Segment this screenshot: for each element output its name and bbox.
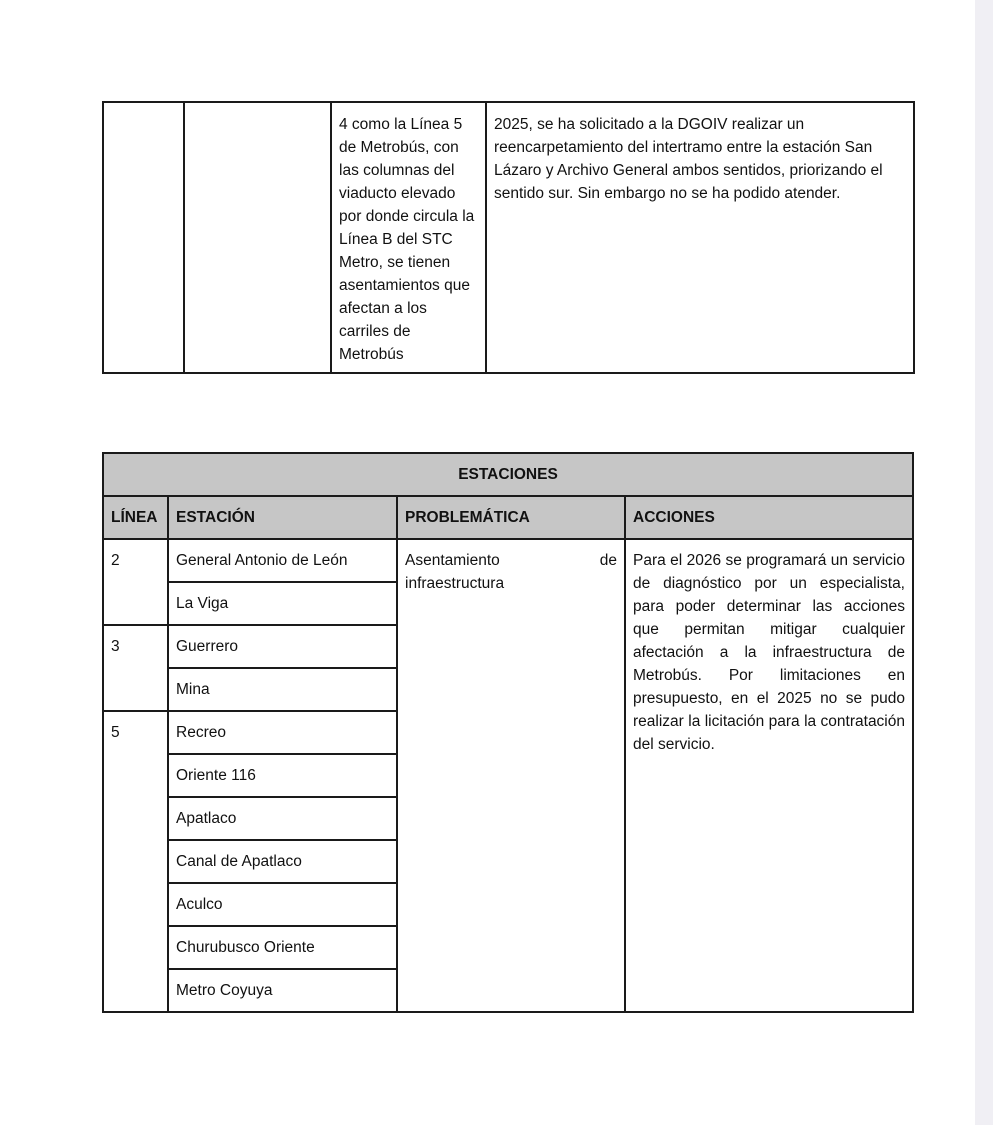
side-scroll-strip [975, 0, 993, 1125]
estacion-cell: Aculco [168, 883, 397, 926]
estacion-cell: Oriente 116 [168, 754, 397, 797]
estacion-cell: Guerrero [168, 625, 397, 668]
header-estacion: ESTACIÓN [168, 496, 397, 539]
estacion-cell: La Viga [168, 582, 397, 625]
empty-cell [184, 102, 331, 373]
stations-table [102, 452, 914, 1013]
acciones-cell: Para el 2026 se programará un servicio de diagnóstico por un especialista, para poder determinar las acciones que permitan mitigar cualquier afectación a la infraestructura de Metrobús. Por limitaciones en presupuesto, en el 2025 no se pudo realizar la licitación para la contratación del servicio. [625, 539, 913, 1012]
estacion-cell: Canal de Apatlaco [168, 840, 397, 883]
header-acciones: ACCIONES [625, 496, 913, 539]
estacion-cell: General Antonio de León [168, 539, 397, 582]
continued-table [102, 101, 915, 374]
header-linea: LÍNEA [103, 496, 168, 539]
table-row [103, 539, 913, 582]
empty-cell [103, 102, 184, 373]
actions-description-cell: 2025, se ha solicitado a la DGOIV realizar un reencarpetamiento del intertramo entre la estación San Lázaro y Archivo General ambos sentidos, priorizando el sentido sur. Sin embargo no se ha podido atender. [486, 102, 914, 373]
estacion-cell: Metro Coyuya [168, 969, 397, 1012]
linea-cell: 3 [103, 625, 168, 711]
linea-cell: 5 [103, 711, 168, 1012]
estacion-cell: Recreo [168, 711, 397, 754]
estacion-cell: Churubusco Oriente [168, 926, 397, 969]
linea-cell: 2 [103, 539, 168, 625]
estacion-cell: Mina [168, 668, 397, 711]
header-problematica: PROBLEMÁTICA [397, 496, 625, 539]
estacion-cell: Apatlaco [168, 797, 397, 840]
table-row [103, 102, 914, 373]
table-title: ESTACIONES [103, 453, 913, 496]
problematica-cell: Asentamiento de infraestructura [397, 539, 625, 1012]
problem-description-cell: 4 como la Línea 5 de Metrobús, con las columnas del viaducto elevado por donde circula la Línea B del STC Metro, se tienen asentamientos que afectan a los carriles de Metrobús [331, 102, 486, 373]
